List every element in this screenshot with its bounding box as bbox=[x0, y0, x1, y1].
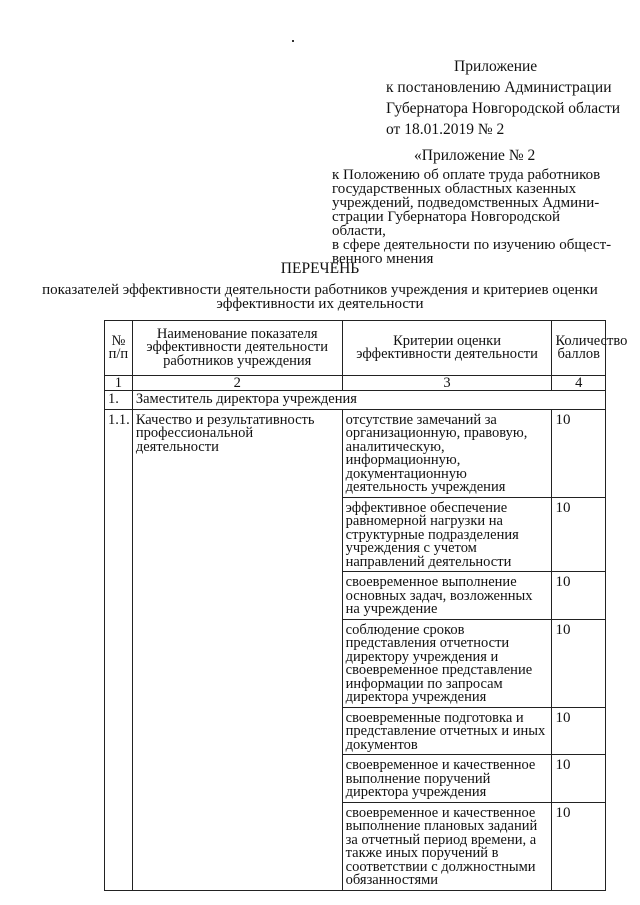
column-number: 4 bbox=[552, 376, 606, 391]
criterion-score: 10 bbox=[552, 497, 606, 572]
indicator-name: Качество и результативность профессиональной деятельности bbox=[132, 409, 342, 890]
indicators-table bbox=[104, 320, 628, 891]
indicator-num: 1.1. bbox=[105, 409, 133, 890]
criterion-text: своевременное выполнение основных задач, возложенных на учреждение bbox=[342, 572, 552, 620]
section-row bbox=[105, 391, 606, 410]
criterion-text: соблюдение сроков представления отчетности директору учреждения и своевременное представление информации по запросам директора учреждения bbox=[342, 619, 552, 707]
column-number: 1 bbox=[105, 376, 133, 391]
column-number: 3 bbox=[342, 376, 552, 391]
sub-appendix-title: «Приложение № 2 bbox=[414, 147, 536, 164]
sub-appendix-line: к Положению об оплате труда работников bbox=[332, 167, 601, 183]
table-row bbox=[105, 409, 606, 497]
criterion-text: своевременные подготовка и представление отчетных и иных документов bbox=[342, 707, 552, 755]
section-title: Заместитель директора учреждения bbox=[132, 391, 605, 410]
table-header-row bbox=[105, 321, 606, 376]
appendix-line: от 18.01.2019 № 2 bbox=[386, 121, 505, 138]
document-subtitle: показателей эффективности деятельности работников учреждения и критериев оценки эффективности их деятельности bbox=[42, 282, 598, 312]
header-criteria: Критерии оценки эффективности деятельности bbox=[342, 321, 552, 376]
criterion-score: 10 bbox=[552, 755, 606, 803]
appendix-title: Приложение bbox=[454, 58, 538, 75]
appendix-block bbox=[386, 56, 626, 140]
sub-appendix-line: государственных областных казенных bbox=[332, 181, 577, 197]
criterion-score: 10 bbox=[552, 802, 606, 890]
criterion-text: своевременное и качественное выполнение поручений директора учреждения bbox=[342, 755, 552, 803]
sub-appendix-line: венного мнения bbox=[332, 251, 434, 267]
header-num: № п/п bbox=[105, 321, 133, 376]
column-numbers-row bbox=[105, 376, 606, 391]
sub-appendix-line: страции Губернатора Новгородской области, bbox=[332, 209, 561, 239]
scan-dot bbox=[292, 40, 294, 42]
criterion-text: эффективное обеспечение равномерной нагрузки на структурные подразделения учреждения с учетом направлений деятельности bbox=[342, 497, 552, 572]
sub-appendix-block bbox=[332, 146, 612, 266]
header-score: Количество баллов bbox=[552, 321, 606, 376]
criterion-text: своевременное и качественное выполнение плановых заданий за отчетный период времени, а также иных поручений в соответствии с должностными обязанностями bbox=[342, 802, 552, 890]
document-title: ПЕРЕЧЕНЬ bbox=[280, 260, 360, 277]
criterion-score: 10 bbox=[552, 409, 606, 497]
header-name: Наименование показателя эффективности деятельности работников учреждения bbox=[132, 321, 342, 376]
criterion-score: 10 bbox=[552, 619, 606, 707]
criterion-score: 10 bbox=[552, 707, 606, 755]
appendix-line: к постановлению Администрации bbox=[386, 79, 612, 96]
criterion-text: отсутствие замечаний за организационную, правовую, аналитическую, информационную, документационную деятельность учреждения bbox=[342, 409, 552, 497]
section-num: 1. bbox=[105, 391, 133, 410]
sub-appendix-line: в сфере деятельности по изучению общест- bbox=[332, 237, 612, 253]
column-number: 2 bbox=[132, 376, 342, 391]
sub-appendix-line: учреждений, подведомственных Админи- bbox=[332, 195, 600, 211]
appendix-line: Губернатора Новгородской области bbox=[386, 100, 621, 117]
criterion-score: 10 bbox=[552, 572, 606, 620]
